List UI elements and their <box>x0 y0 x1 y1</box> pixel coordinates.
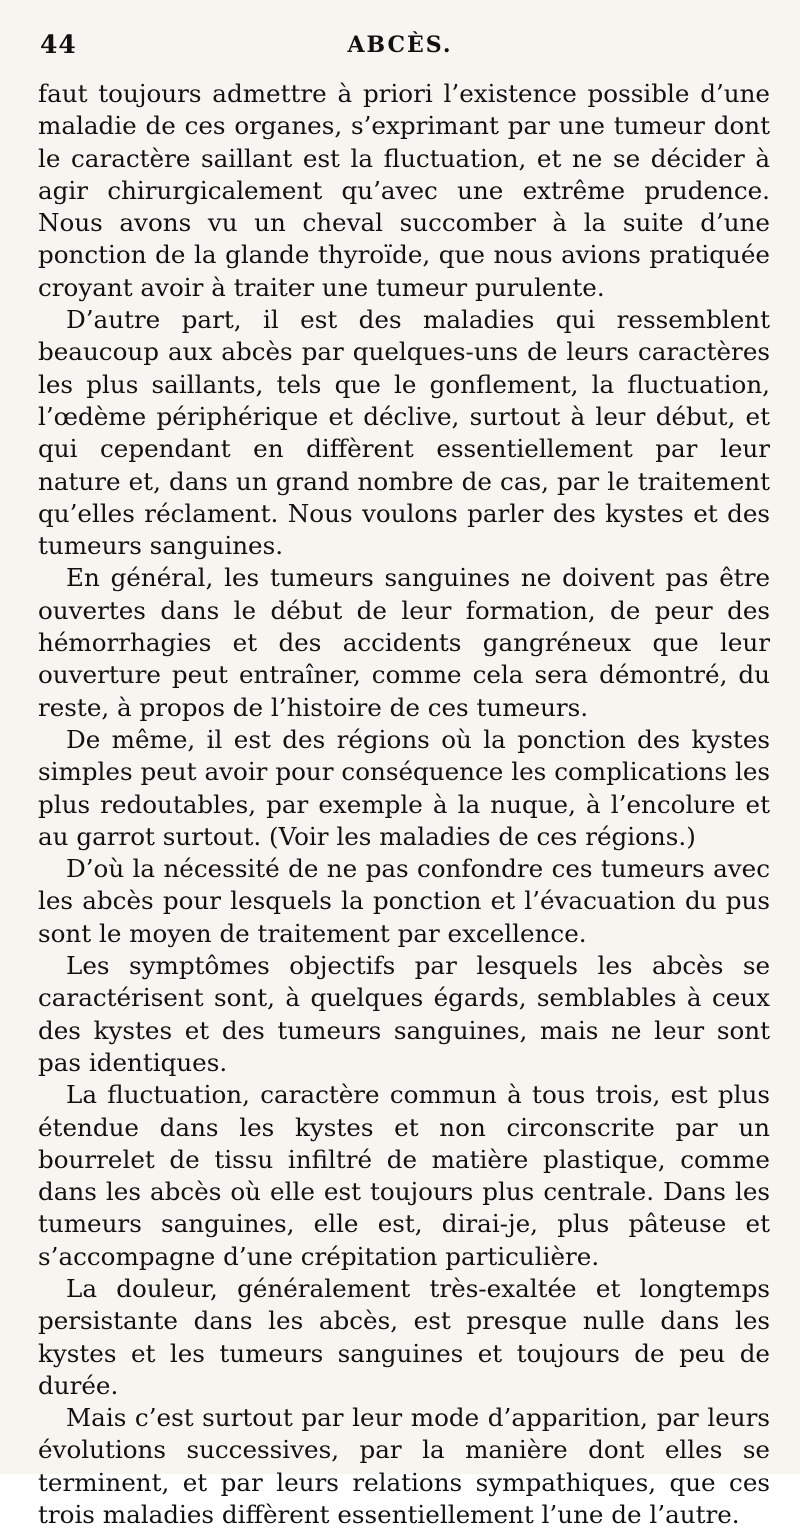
paragraph-necessity: D’où la nécessité de ne pas confondre ces tumeurs avec les abcès pour lesquels la ponction et l’évacuation du pus sont le moyen de traitement par excellence. <box>38 854 770 948</box>
paragraph-blood-tumours: En général, les tumeurs sanguines ne doivent pas être ouvertes dans le début de leur formation, de peur des hémorrhagies et des accidents gangréneux que leur ouverture peut entraîner, comme cela sera démontré, du reste, à propos de l’histoire de ces tumeurs. <box>38 563 770 722</box>
paragraph-symptoms: Les symptômes objectifs par lesquels les abcès se caractérisent sont, à quelques égards, semblables à ceux des kystes et des tumeurs sanguines, mais ne leur sont pas identiques. <box>38 951 770 1077</box>
page-number: 44 <box>40 30 77 59</box>
paragraph-continuation: faut toujours admettre à priori l’existence possible d’une maladie de ces organes, s’exprimant par une tumeur dont le caractère saillant est la fluctuation, et ne se décider à agir chirurgicalement qu’avec une extrême prudence. Nous avons vu un cheval succomber à la suite d’une ponction de la glande thyroïde, que nous avions pratiquée croyant avoir à traiter une tumeur purulente. <box>38 79 770 302</box>
paragraph-pain: La douleur, généralement très-exaltée et longtemps persistante dans les abcès, est presque nulle dans les kystes et les tumeurs sanguines et toujours de peu de durée. <box>38 1273 770 1400</box>
paragraph-similar-diseases: D’autre part, il est des maladies qui ressemblent beaucoup aux abcès par quelques-uns de leurs caractères les plus saillants, tels que le gonflement, la fluctuation, l’œdème périphérique et déclive, surtout à leur début, et qui cependant en diffèrent essentiellement par leur nature et, dans un grand nombre de cas, par le traitement qu’elles réclament. Nous voulons parler des kystes et des tumeurs sanguines. <box>38 305 770 561</box>
paragraph-evolution: Mais c’est surtout par leur mode d’apparition, par leurs évolutions successives, par la manière dont elles se terminent, et par leurs relations sympathiques, que ces trois maladies diffèrent essentiellement l’une de l’autre. <box>38 1403 770 1530</box>
running-head <box>36 30 764 64</box>
body-text <box>38 78 770 1531</box>
paragraph-cyst-regions: De même, il est des régions où la ponction des kystes simples peut avoir pour conséquence les complications les plus redoutables, par exemple à la nuque, à l’encolure et au garrot surtout. (Voir les maladies de ces régions.) <box>38 724 770 851</box>
page-title: ABCÈS. <box>347 32 453 58</box>
paragraph-fluctuation: La fluctuation, caractère commun à tous trois, est plus étendue dans les kystes et non circonscrite par un bourrelet de tissu infiltré de matière plastique, comme dans les abcès où elle est toujours plus centrale. Dans les tumeurs sanguines, elle est, dirai-je, plus pâteuse et s’accompagne d’une crépitation particulière. <box>38 1080 770 1271</box>
